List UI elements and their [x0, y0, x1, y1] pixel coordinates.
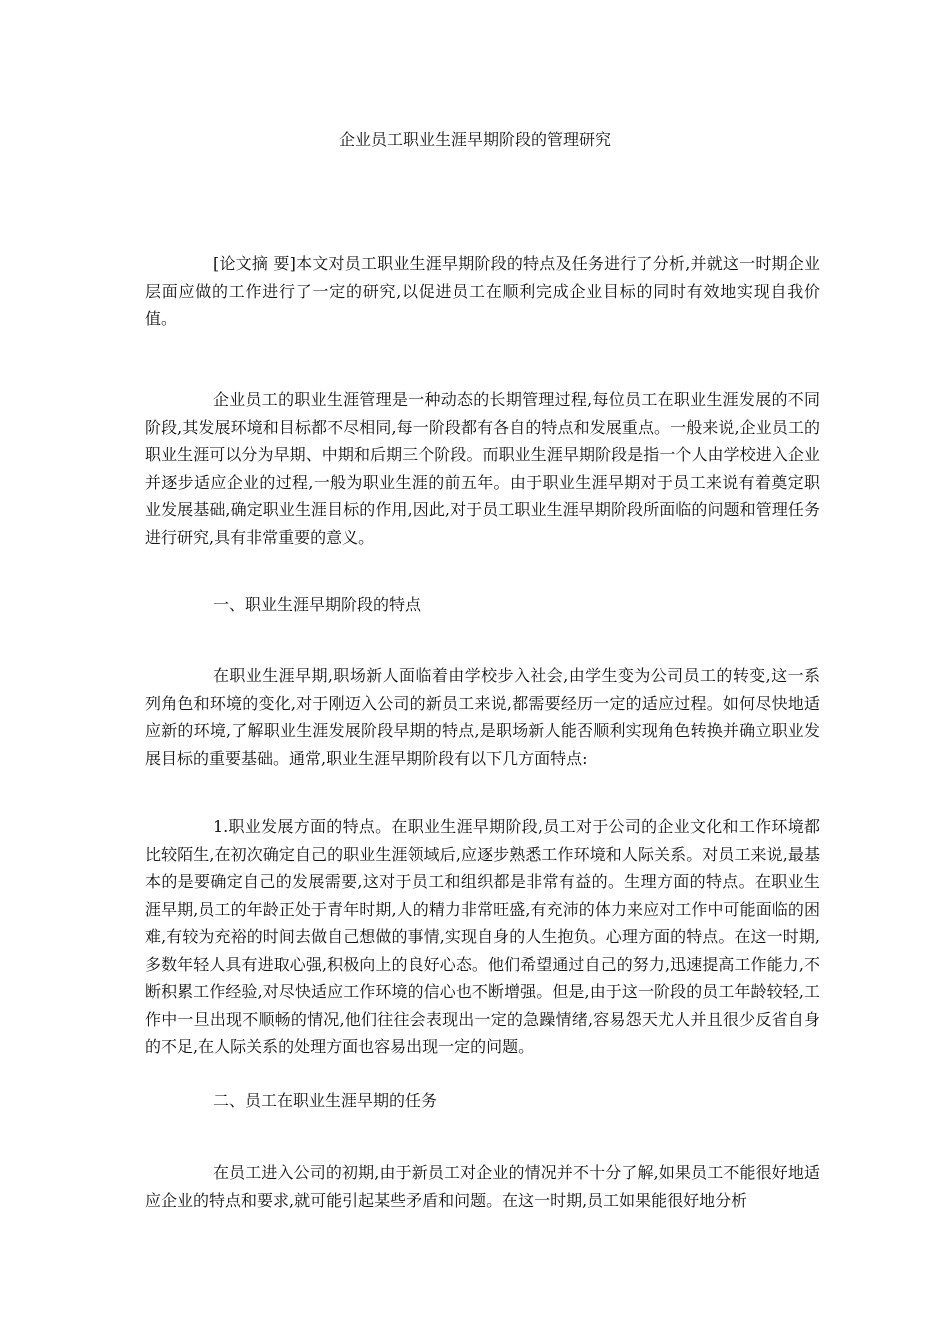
document-title: 企业员工职业生涯早期阶段的管理研究 [338, 130, 611, 149]
section-1-heading: 一、职业生涯早期阶段的特点 [213, 595, 422, 614]
intro-paragraph: 企业员工的职业生涯管理是一种动态的长期管理过程,每位员工在职业生涯发展的不同阶段,其发展环境和目标都不尽相同,每一阶段都有各自的特点和发展重点。一般来说,企业员工的职业生涯可以分为早期、中期和后期三个阶段。而职业生涯早期阶段是指一个人由学校进入企业并逐步适应企业的过程,一般为职业生涯的前五年。由于职业生涯早期对于员工来说有着奠定职业发展基础,确定职业生涯目标的作用,因此,对于员工职业生涯早期阶段所面临的问题和管理任务进行研究,具有非常重要的意义。 [145, 390, 820, 547]
abstract-paragraph: [论文摘 要]本文对员工职业生涯早期阶段的特点及任务进行了分析,并就这一时期企业层面应做的工作进行了一定的研究,以促进员工在顺利完成企业目标的同时有效地实现自我价值。 [145, 254, 820, 328]
section-2-heading: 二、员工在职业生涯早期的任务 [213, 1091, 438, 1110]
section-1-paragraph-2: 1.职业发展方面的特点。在职业生涯早期阶段,员工对于公司的企业文化和工作环境都比较陌生,在初次确定自己的职业生涯领域后,应逐步熟悉工作环境和人际关系。对员工来说,最基本的是要确定自己的发展需要,这对于员工和组织都是非常有益的。生理方面的特点。在职业生涯早期,员工的年龄正处于青年时期,人的精力非常旺盛,有充沛的体力来应对工作中可能面临的困难,有较为充裕的时间去做自己想做的事情,实现自身的人生抱负。心理方面的特点。在这一时期,多数年轻人具有进取心强,积极向上的良好心态。他们希望通过自己的努力,迅速提高工作能力,不断积累工作经验,对尽快适应工作环境的信心也不断增强。但是,由于这一阶段的员工年龄较轻,工作中一旦出现不顺畅的情况,他们往往会表现出一定的急躁情绪,容易怨天尤人并且很少反省自身的不足,在人际关系的处理方面也容易出现一定的问题。 [145, 817, 820, 1056]
section-2-paragraph-1: 在员工进入公司的初期,由于新员工对企业的情况并不十分了解,如果员工不能很好地适应企业的特点和要求,就可能引起某些矛盾和问题。在这一时期,员工如果能很好地分析 [145, 1163, 820, 1210]
section-1-paragraph-1: 在职业生涯早期,职场新人面临着由学校步入社会,由学生变为公司员工的转变,这一系列角色和环境的变化,对于刚迈入公司的新员工来说,都需要经历一定的适应过程。如何尽快地适应新的环境,了解职业生涯发展阶段早期的特点,是职场新人能否顺利实现角色转换并确立职业发展目标的重要基础。通常,职业生涯早期阶段有以下几方面特点: [145, 666, 820, 768]
